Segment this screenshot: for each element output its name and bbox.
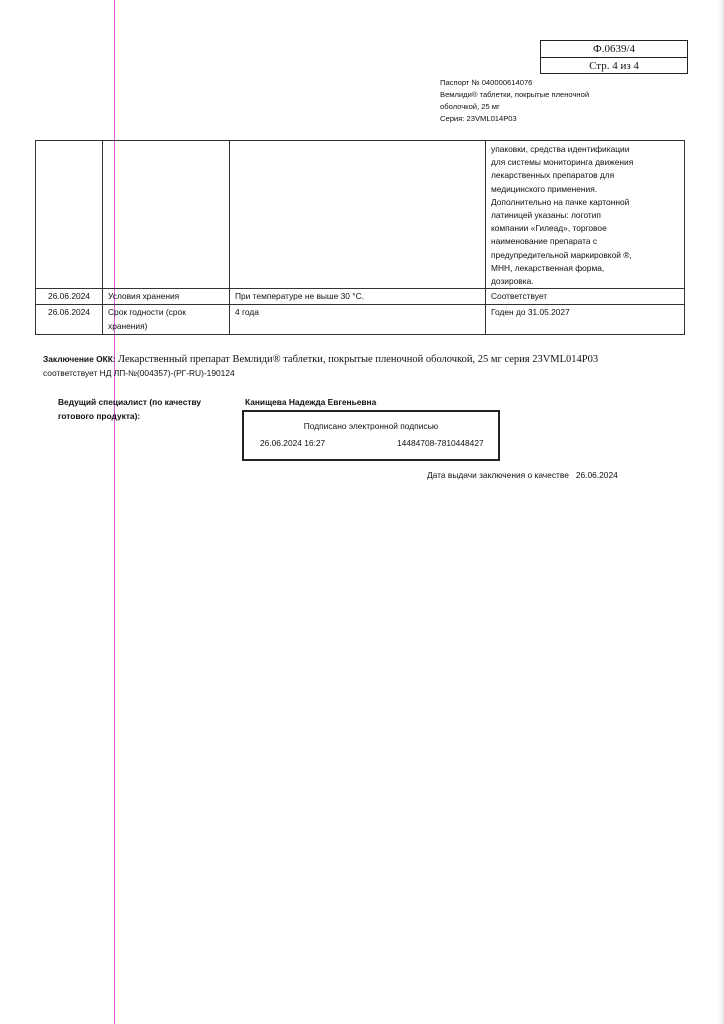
result-line: Дополнительно на пачке картонной bbox=[491, 196, 630, 207]
indicator-cell: Срок годности (срок хранения) bbox=[103, 305, 230, 334]
specialist-name: Канищева Надежда Евгеньевна bbox=[245, 397, 377, 407]
page-edge-shadow bbox=[718, 0, 724, 1024]
result-line: компании «Гилеад», торговое bbox=[491, 223, 607, 234]
passport-number: Паспорт № 040000614076 bbox=[440, 78, 533, 87]
issue-date-line bbox=[427, 470, 618, 480]
date-cell: 26.06.2024 bbox=[36, 289, 103, 305]
signature-certificate-code: 14484708-7810448427 bbox=[397, 438, 484, 448]
result-cell: Соответствует bbox=[486, 289, 685, 305]
signature-title: Подписано электронной подписью bbox=[303, 421, 439, 431]
table-row bbox=[36, 305, 685, 334]
specialist-title-line1: Ведущий специалист (по качеству bbox=[58, 397, 202, 407]
requirement-cell: При температуре не выше 30 °С. bbox=[230, 289, 486, 305]
conclusion-compliance: соответствует НД ЛП-№(004357)-(РГ-RU)-190124 bbox=[43, 368, 235, 378]
result-line: для системы мониторинга движения bbox=[491, 157, 634, 168]
requirement-cell bbox=[230, 141, 486, 289]
signature-datetime: 26.06.2024 16:27 bbox=[260, 438, 326, 448]
product-name-line1: Вемлиди® таблетки, покрытые пленочной bbox=[440, 90, 590, 99]
result-cell: Годен до 31.05.2027 bbox=[486, 305, 685, 334]
date-cell: 26.06.2024 bbox=[36, 305, 103, 334]
result-line: латиницей указаны: логотип bbox=[491, 210, 601, 221]
page-counter: Стр. 4 из 4 bbox=[541, 57, 687, 74]
conclusion-label: Заключение ОКК: bbox=[43, 354, 116, 364]
indicator-cell bbox=[103, 141, 230, 289]
date-cell bbox=[36, 141, 103, 289]
result-line: упаковки, средства идентификации bbox=[491, 144, 630, 154]
series: Серия: 23VML014P03 bbox=[440, 114, 517, 123]
table-row bbox=[36, 289, 685, 305]
specialist-title-line2: готового продукта): bbox=[58, 411, 141, 421]
result-line: лекарственных препаратов для bbox=[491, 170, 615, 181]
test-results-table bbox=[35, 140, 685, 335]
issue-date-label: Дата выдачи заключения о качестве bbox=[427, 470, 569, 480]
table-row-continued bbox=[36, 141, 685, 289]
result-line: предупредительной маркировкой ®, bbox=[491, 249, 632, 260]
result-cell bbox=[486, 141, 685, 289]
issue-date-value: 26.06.2024 bbox=[575, 470, 618, 480]
requirement-cell: 4 года bbox=[230, 305, 486, 334]
result-line: дозировка. bbox=[491, 276, 534, 287]
qc-conclusion bbox=[43, 351, 683, 379]
electronic-signature-stamp bbox=[242, 410, 500, 461]
result-line: МНН, лекарственная форма, bbox=[491, 262, 605, 273]
specialist-title bbox=[58, 395, 218, 423]
form-code: Ф.0639/4 bbox=[593, 43, 635, 55]
passport-header bbox=[440, 77, 620, 125]
form-number-box bbox=[540, 40, 688, 74]
conclusion-text: Лекарственный препарат Вемлиди® таблетки, покрытые пленочной оболочкой, 25 мг серия 23VML014P03 bbox=[117, 354, 599, 365]
product-name-line2: оболочкой, 25 мг bbox=[440, 102, 500, 111]
result-line: наименование препарата с bbox=[491, 236, 598, 247]
result-line: медицинского применения. bbox=[491, 183, 598, 194]
indicator-cell: Условия хранения bbox=[103, 289, 230, 305]
